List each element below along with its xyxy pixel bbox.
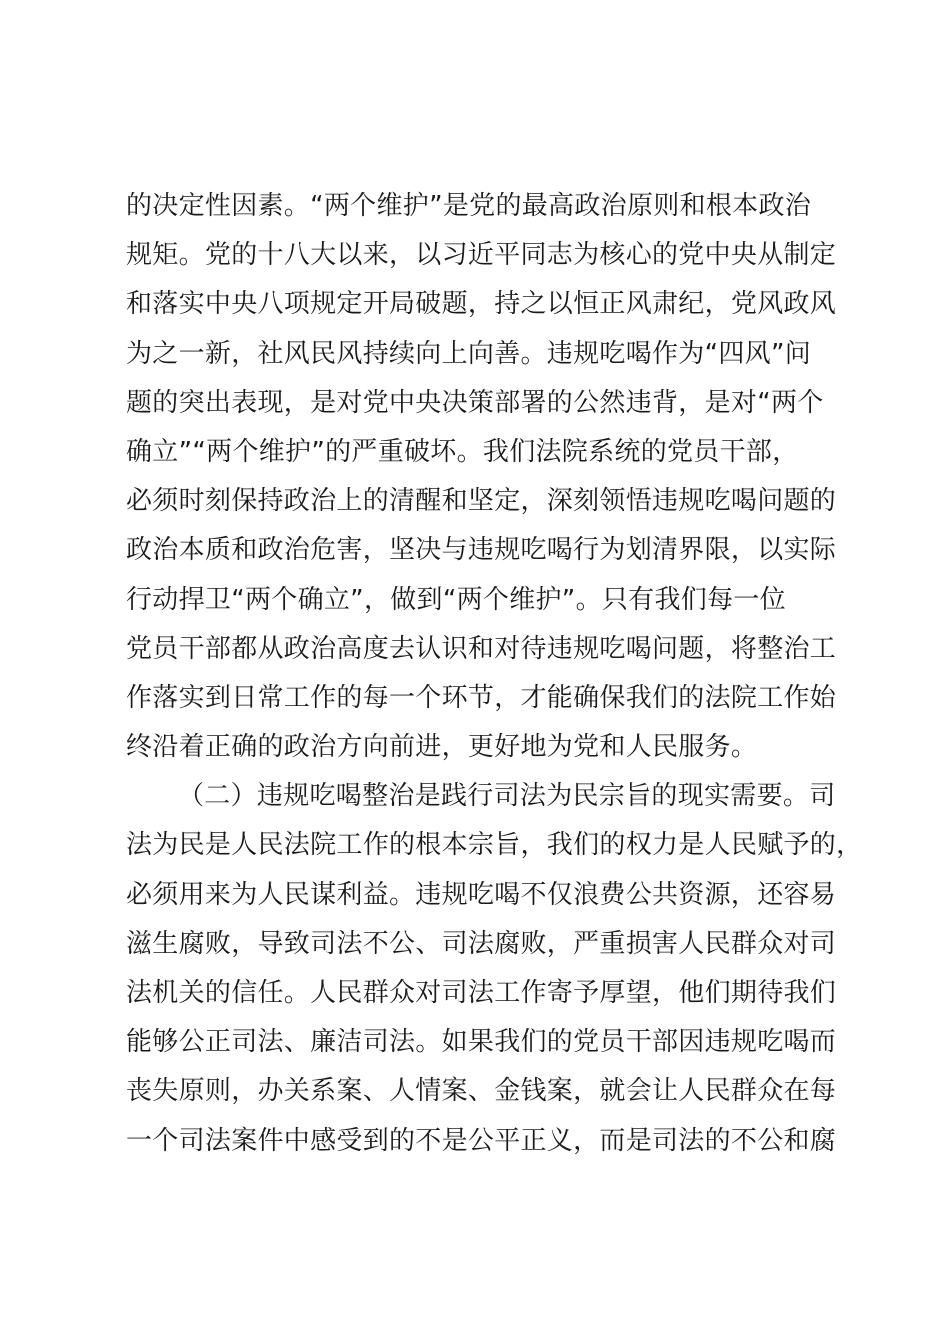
text-line: 必须用来为人民谋利益。违规吃喝不仅浪费公共资源，还容易 <box>126 879 837 910</box>
text-line: 丧失原则，办关系案、人情案、金钱案，就会让人民群众在每 <box>126 1076 837 1107</box>
text-line: 规矩。党的十八大以来，以习近平同志为核心的党中央从制定 <box>126 240 837 271</box>
text-line: 和落实中央八项规定开局破题，持之以恒正风肃纪，党风政风 <box>126 289 837 320</box>
text-line: 法为民是人民法院工作的根本宗旨，我们的权力是人民赋予的， <box>126 830 863 861</box>
text-line: 终沿着正确的政治方向前进，更好地为党和人民服务。 <box>126 732 758 763</box>
text-line: 滋生腐败，导致司法不公、司法腐败，严重损害人民群众对司 <box>126 928 837 959</box>
text-line: 作落实到日常工作的每一个环节，才能确保我们的法院工作始 <box>126 682 837 713</box>
text-line: 政治本质和政治危害，坚决与违规吃喝行为划清界限，以实际 <box>126 535 837 566</box>
text-line: 一个司法案件中感受到的不是公平正义，而是司法的不公和腐 <box>126 1125 837 1156</box>
text-line: 确立”“两个维护”的严重破坏。我们法院系统的党员干部， <box>126 436 799 467</box>
text-line: 党员干部都从政治高度去认识和对待违规吃喝问题，将整治工 <box>126 633 837 664</box>
text-line: 的决定性因素。“两个维护”是党的最高政治原则和根本政治 <box>126 191 812 221</box>
text-line: 题的突出表现，是对党中央决策部署的公然违背，是对“两个 <box>126 387 824 418</box>
section-heading-line: （二）违规吃喝整治是践行司法为民宗旨的现实需要。司 <box>178 781 836 812</box>
text-line: 为之一新，社风民风持续向上向善。违规吃喝作为“四风”问 <box>126 338 812 369</box>
text-line: 行动捍卫“两个确立”，做到“两个维护”。只有我们每一位 <box>126 584 786 615</box>
text-line: 必须时刻保持政治上的清醒和坚定，深刻领悟违规吃喝问题的 <box>126 486 837 517</box>
body-text <box>126 182 863 1166</box>
text-line: 法机关的信任。人民群众对司法工作寄予厚望，他们期待我们 <box>126 978 837 1008</box>
text-line: 能够公正司法、廉洁司法。如果我们的党员干部因违规吃喝而 <box>126 1027 837 1058</box>
